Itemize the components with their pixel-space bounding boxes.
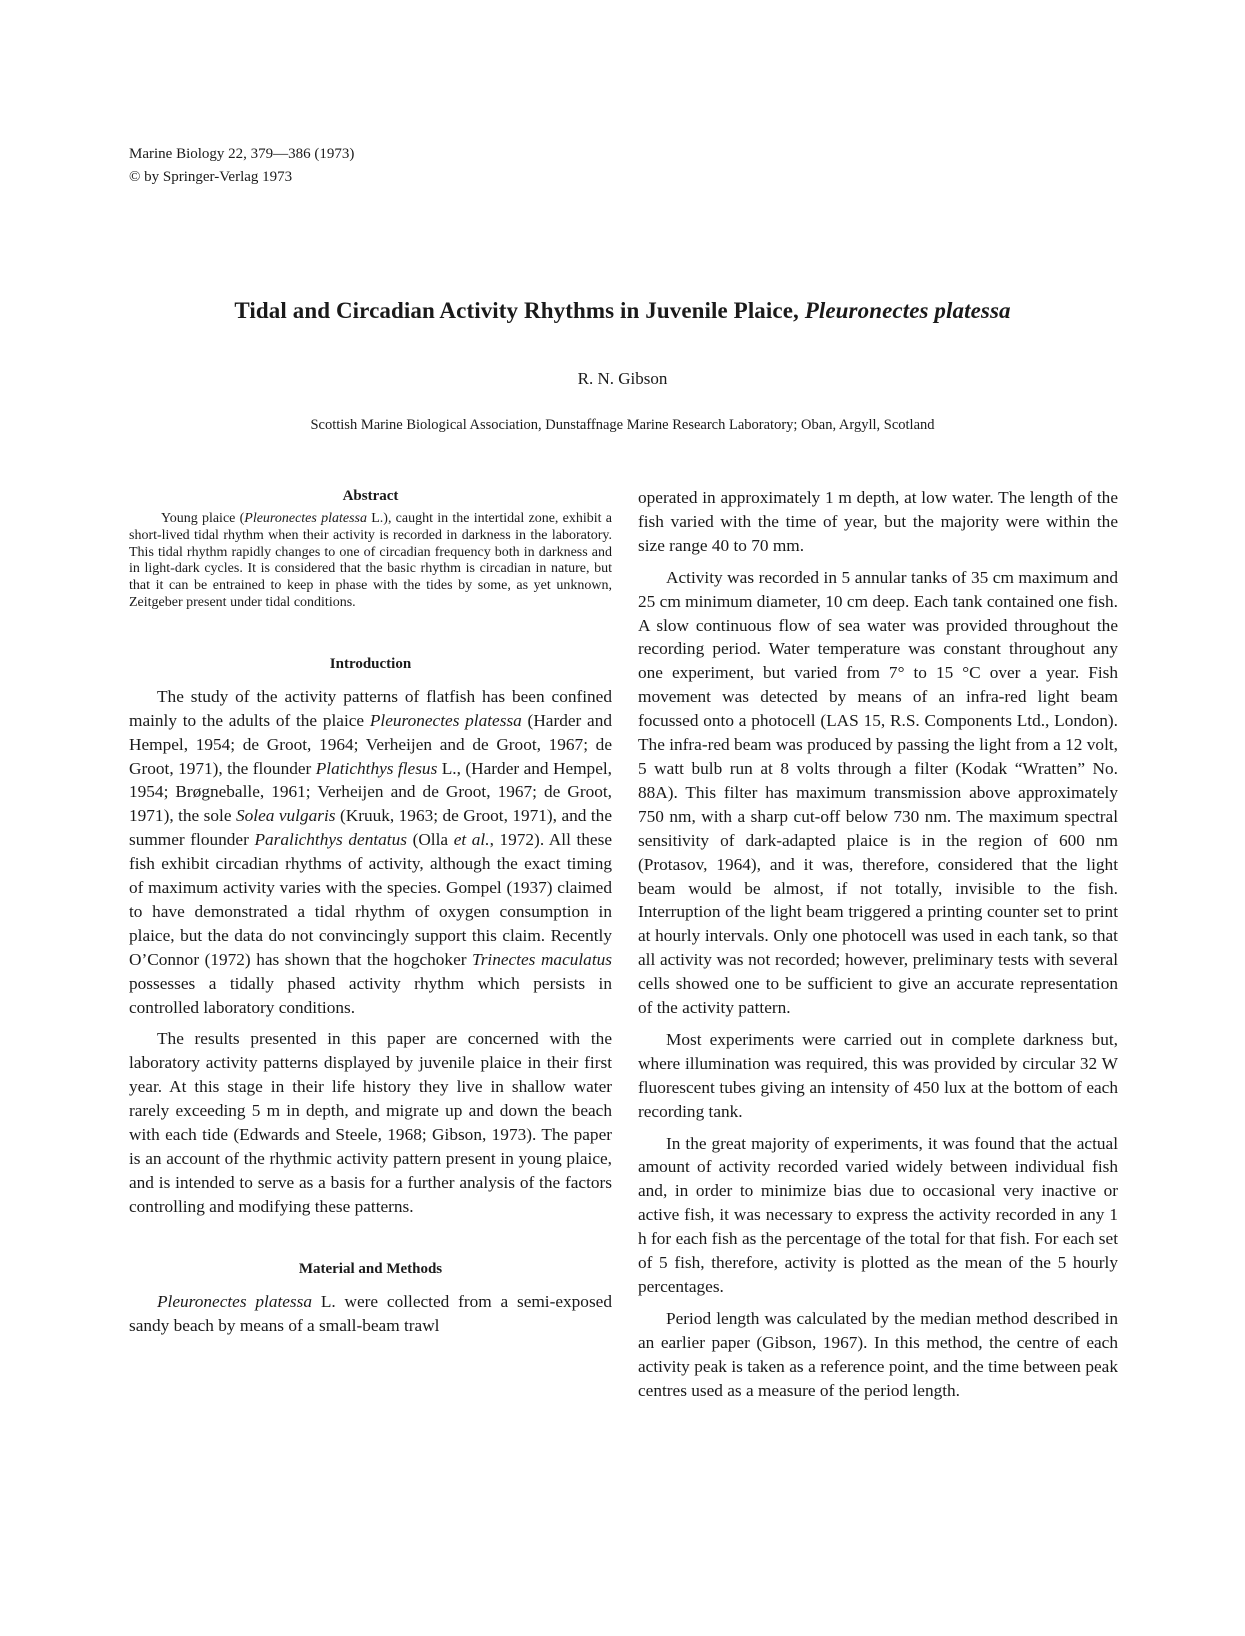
methods-paragraph-3: Most experiments were carried out in complete darkness but, where illumination was required, this was provided by circular 32 W fluorescent tubes giving an intensity of 450 lux at the bottom of each recording tank.	[638, 1029, 1118, 1121]
paper-title	[0, 298, 1245, 324]
intro-etal: et al.	[453, 830, 490, 850]
methods-species: Pleuronectes platessa	[157, 1291, 313, 1311]
intro-text: (Harder and Hempel, 1954; de Groot, 1964; Verheijen and de Groot, 1967; de Groot, 1971), the flounder	[129, 710, 612, 778]
journal-citation: Marine Biology 22, 379—386 (1973)	[129, 146, 355, 162]
abstract-heading: Abstract	[342, 488, 399, 504]
methods-text: L. were collected from a semi-exposed sandy beach by means of a small-beam trawl	[129, 1291, 612, 1335]
affiliation: Scottish Marine Biological Association, Dunstaffnage Marine Research Laboratory; Oban, Argyll, Scotland	[310, 417, 935, 433]
journal-header	[129, 143, 354, 189]
author-name: R. N. Gibson	[577, 369, 668, 388]
copyright-line: © by Springer-Verlag 1973	[129, 169, 293, 185]
methods-paragraph-1-continued: operated in approximately 1 m depth, at low water. The length of the fish varied with the time of year, but the majority were within the size range 40 to 70 mm.	[638, 488, 1118, 555]
introduction-paragraph-2: The results presented in this paper are concerned with the laboratory activity patterns displayed by juvenile plaice in their first year. At this stage in their life history they live in shallow water rarely exceeding 5 m in depth, and migrate up and down the beach with each tide (Edwards and Steele, 1968; Gibson, 1973). The paper is an account of the rhythmic activity pattern present in young plaice, and is intended to serve as a basis for a further analysis of the factors controlling and modifying these patterns.	[129, 1029, 612, 1216]
abstract-species: Pleuronectes platessa	[244, 511, 367, 526]
intro-text: The study of the activity patterns of flatfish has been confined mainly to the adults of the plaice	[129, 686, 612, 730]
title-main: Tidal and Circadian Activity Rhythms in Juvenile Plaice,	[234, 298, 805, 323]
intro-species: Trinectes maculatus	[472, 949, 612, 969]
methods-paragraph-4: In the great majority of experiments, it was found that the actual amount of activity recorded varied widely between individual fish and, in order to minimize bias due to occasional very inactive or active fish, it was necessary to express the activity recorded in any 1 h for each fish as the percentage of the total for that fish. For each set of 5 fish, therefore, activity is plotted as the mean of the 5 hourly percentages.	[638, 1133, 1118, 1296]
title-species: Pleuronectes platessa	[804, 298, 1011, 323]
methods-paragraph-2: Activity was recorded in 5 annular tanks of 35 cm maximum and 25 cm minimum diameter, 10 cm deep. Each tank contained one fish. A slow continuous flow of sea water was provided throughout the recording period. Water temperature was constant throughout any one experiment, but varied from 7° to 15 °C over a year. Fish movement was detected by means of an infra-red light beam focussed onto a photocell (LAS 15, R.S. Components Ltd., London). The infra-red beam was produced by passing the light from a 12 volt, 5 watt bulb run at 8 volts through a filter (Kodak “Wratten” No. 88A). This filter has maximum transmission above approximately 750 nm, with a sharp cut-off below 730 nm. The maximum spectral sensitivity of dark-adapted plaice is in the region of 600 nm (Protasov, 1964), and it was, therefore, considered that the light beam would be almost, if not totally, invisible to the fish. Interruption of the light beam triggered a printing counter set to print at hourly intervals. Only one photocell was used in each tank, so that all activity was not recorded; however, preliminary tests with several cells showed one to be sufficient to give an accurate representation of the activity pattern.	[638, 567, 1118, 1018]
methods-paragraph-5: Period length was calculated by the median method described in an earlier paper (Gibson, 1967). In this method, the centre of each activity peak is taken as a reference point, and the time between peak centres used as a measure of the period length.	[638, 1308, 1118, 1400]
introduction-heading: Introduction	[329, 655, 412, 672]
intro-text: (Olla	[406, 830, 454, 850]
right-column	[638, 486, 1118, 1411]
intro-text: L., (Harder and Hempel, 1954; Brøgneballe, 1961; Verheijen and de Groot, 1967; de Groot, 1971), the sole	[129, 758, 612, 826]
abstract-text-b: L.), caught in the intertidal zone, exhibit a short-lived tidal rhythm when their activity is recorded in darkness in the laboratory. This tidal rhythm rapidly changes to one of circadian frequency both in darkness and in light-dark cycles. It is considered that the basic rhythm is circadian in nature, but that it can be entrained to keep in phase with the tides by some, as yet unknown, Zeitgeber present under tidal conditions.	[129, 511, 613, 610]
methods-heading: Material and Methods	[298, 1260, 443, 1277]
intro-species: Paralichthys dentatus	[254, 830, 407, 850]
intro-species: Solea vulgaris	[235, 806, 336, 826]
left-column	[129, 488, 612, 1346]
intro-text: , 1972). All these fish exhibit circadian rhythms of activity, although the exact timing of maximum activity varies with the species. Gompel (1937) claimed to have demonstrated a tidal rhythm of oxygen consumption in plaice, but the data do not convincingly support this claim. Recently O’Connor (1972) has shown that the hogchoker	[129, 830, 613, 969]
methods-paragraph-1-start	[129, 1290, 612, 1338]
intro-text: (Kruuk, 1963; de Groot, 1971), and the summer flounder	[129, 806, 612, 850]
intro-species: Pleuronectes platessa	[369, 710, 522, 730]
intro-species: Platichthys flesus	[315, 758, 438, 778]
introduction-paragraph-1	[129, 685, 612, 1020]
abstract-text-a: Young plaice (	[161, 511, 245, 526]
abstract-text	[129, 511, 612, 612]
intro-text: possesses a tidally phased activity rhythm which persists in controlled laboratory conditions.	[129, 973, 612, 1017]
